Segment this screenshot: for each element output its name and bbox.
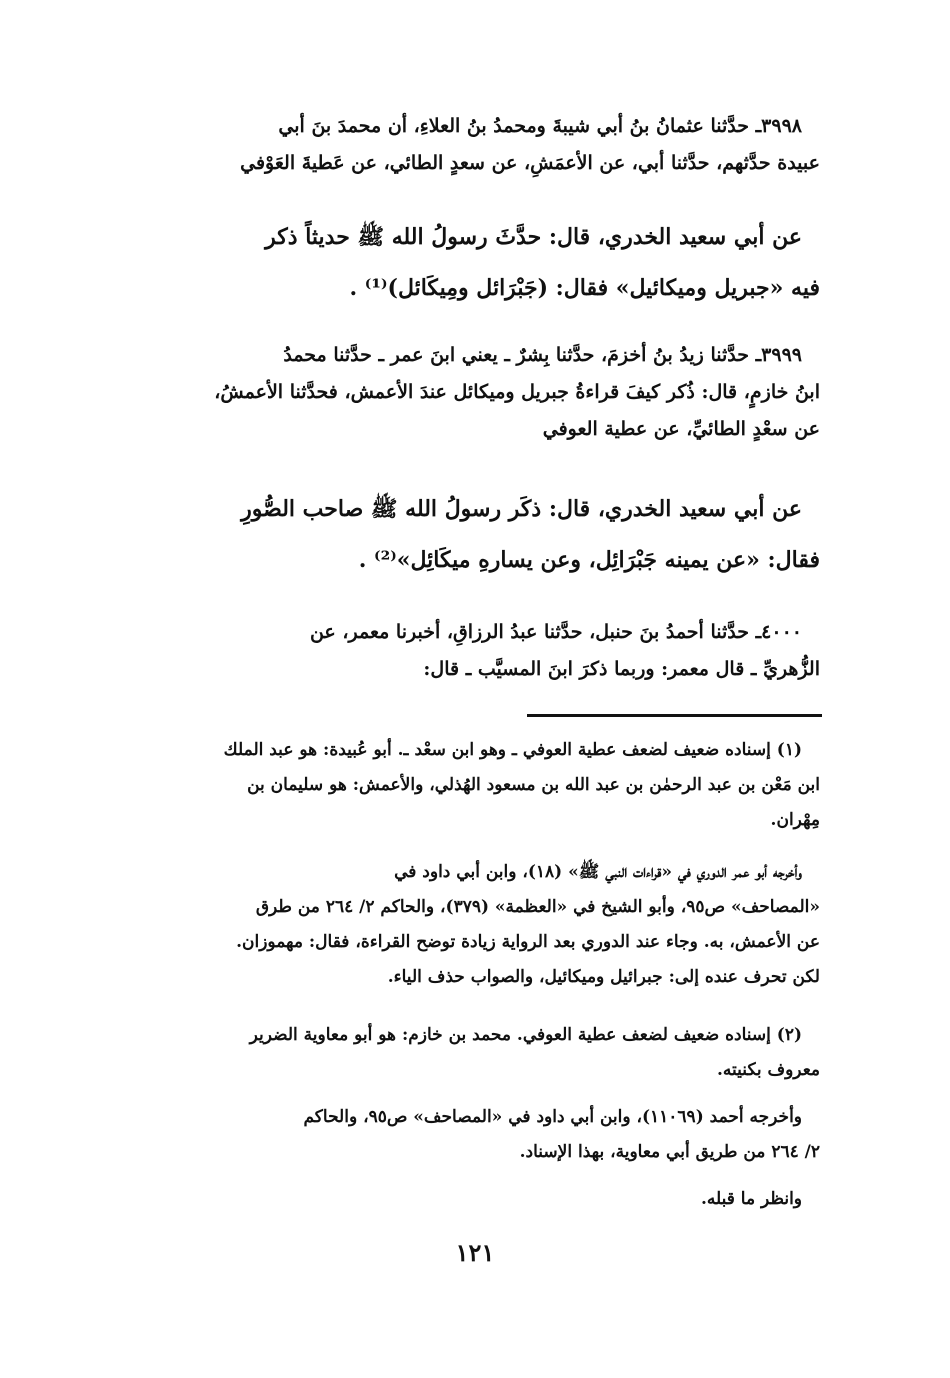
text-line: عن سعْدٍ الطائيِّ، عن عطية العوفي [542, 418, 820, 440]
text-line: الزُّهريِّ ـ قال معمر: وربما ذكرَ ابنَ المسيَّب ـ قال: [423, 658, 820, 680]
footnote-2-takhrij [108, 1100, 820, 1170]
footnote-2 [108, 1018, 820, 1088]
hadith-3999-isnad [108, 337, 820, 448]
footnote-1-takhrij [108, 855, 820, 995]
text-line: عبيدة حدَّثهم، حدَّثنا أبي، عن الأعمَشِ، عن سعدٍ الطائي، عن عَطيةَ العَوْفي [240, 152, 820, 174]
text-line: (١) إسناده ضعيف لضعف عطية العوفي ـ وهو ابن سعْد ـ. أبو عُبيدة: هو عبد الملك [223, 740, 802, 760]
text-line: عن أبي سعيد الخدري، قال: ذكَر رسولُ الله ﷺ صاحب الصُّورِ [241, 496, 802, 522]
text-line: ٣٩٩٨ـ حدَّثنا عثمانُ بنُ أبي شيبةَ ومحمدُ بنُ العلاءِ، أن محمدَ بنَ أبي [278, 115, 802, 137]
footnote-1 [108, 733, 820, 838]
text-line: عن أبي سعيد الخدري، قال: حدَّثَ رسولُ الله ﷺ حديثاً ذكر [265, 224, 802, 250]
hadith-3998-matn [108, 212, 820, 314]
text-line: وأخرجه أبو عمر الدوري في «قراءات النبي ﷺ» (١٨)، وابن أبي داود في [394, 862, 802, 882]
text-line: عن الأعمش، به. وجاء عند الدوري بعد الرواية زيادة توضح القراءة، فقال: مهموزان. [236, 932, 820, 952]
text-line: وانظر ما قبله. [700, 1189, 802, 1209]
hadith-3999-matn [108, 484, 820, 586]
text-line: لكن تحرف عنده إلى: جبرائيل وميكائيل، والصواب حذف الياء. [387, 967, 820, 987]
text-line: وأخرجه أحمد (١١٠٦٩)، وابن أبي داود في «المصاحف» ص٩٥، والحاكم [303, 1107, 802, 1127]
footnote-2-see-also [108, 1182, 820, 1217]
text-line: (٢) إسناده ضعيف لضعف عطية العوفي. محمد بن خازم: هو أبو معاوية الضرير [249, 1025, 802, 1045]
page-number: ١٢١ [455, 1238, 495, 1267]
text-line: فيه «جبريل وميكائيل» فقال: (جَبْرَائل ومِيكَائل)⁽¹⁾ . [349, 275, 820, 301]
text-line: ابن مَعْن بن عبد الرحمٰن بن عبد الله بن مسعود الهُذلي، والأعمش: هو سليمان بن [247, 775, 820, 795]
text-line: ٣٩٩٩ـ حدَّثنا زيدُ بنُ أخزمَ، حدَّثنا بِشرٌ ـ يعني ابنَ عمر ـ حدَّثنا محمدُ [283, 344, 802, 366]
hadith-4000-isnad [108, 614, 820, 688]
text-line: «المصاحف» ص٩٥، وأبو الشيخ في «العظمة» (٣٧٩)، والحاكم ٢/ ٢٦٤ من طرق [255, 897, 820, 917]
text-line: ٤٠٠٠ـ حدَّثنا أحمدُ بنَ حنبل، حدَّثنا عبدُ الرزاقِ، أخبرنا معمر، عن [309, 621, 802, 643]
footnote-separator [527, 714, 822, 717]
text-line: ٢/ ٢٦٤ من طريق أبي معاوية، بهذا الإسناد. [519, 1142, 820, 1162]
hadith-3998-isnad [108, 108, 820, 182]
text-line: مِهْران. [770, 810, 820, 830]
text-line: ابنُ خازمٍ، قال: ذُكر كيفَ قراءةُ جبريل وميكائل عندَ الأعمش، فحدَّثنا الأعمشُ، [214, 381, 820, 403]
text-line: معروف بكنيته. [717, 1060, 820, 1080]
text-line: فقال: «عن يمينه جَبْرَائِل، وعن يسارهِ ميكَائِل»⁽²⁾ . [358, 547, 820, 573]
